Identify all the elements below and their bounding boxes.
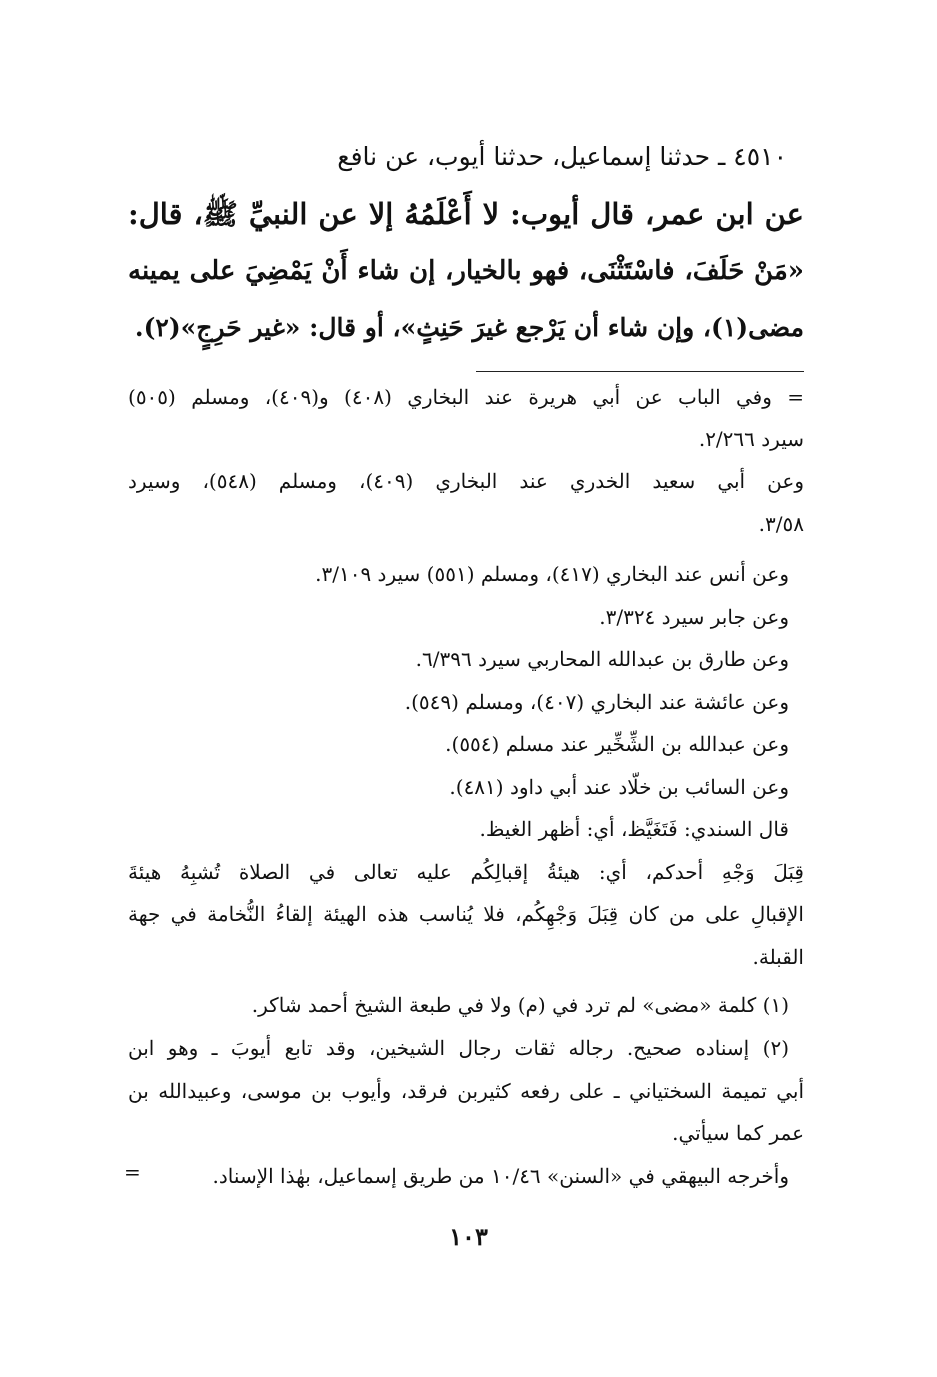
footnote-line: ٣/٥٨. (758, 512, 804, 536)
footnote-line: وعن أبي سعيد الخدري عند البخاري (٤٠٩)، ومسلم (٥٤٨)، وسيرد (128, 469, 804, 493)
footnote-line: وعن عائشة عند البخاري (٤٠٧)، ومسلم (٥٤٩). (404, 690, 789, 714)
footnote-line: وعن عبدالله بن الشِّخِّير عند مسلم (٥٥٤). (445, 732, 789, 756)
hadith-header: ٤٥١٠ ـ حدثنا إسماعيل، حدثنا أيوب، عن نافع (337, 142, 787, 171)
footnote-1: (١) كلمة «مضى» لم ترد في (م) ولا في طبعة الشيخ أحمد شاكر. (251, 993, 789, 1017)
footnote-2-line: أبي تميمة السختياني ـ على رفعه كثيربن فرقد، وأيوب بن موسى، وعبيدالله بن (128, 1079, 804, 1103)
page-number: ١٠٣ (449, 1222, 488, 1251)
hadith-line: عن ابن عمر، قال أيوب: لا أَعْلَمُهُ إلا عن النبيِّ ﷺ، قال: (128, 197, 804, 231)
hadith-line: «مَنْ حَلَفَ، فاسْتَثْنَى، فهو بالخيار، إن شاء أَنْ يَمْضِيَ على يمينه (128, 256, 804, 286)
footnote-line: الإقبالِ على من كان قِبَلَ وَجْهِكُم، فلا يُناسب هذه الهيئة إلقاءُ النُّخامة في جهة (128, 902, 804, 926)
footnote-2-line: عمر كما سيأتي. (672, 1121, 804, 1145)
footnote-line: وعن طارق بن عبدالله المحاربي سيرد ٦/٣٩٦. (415, 647, 789, 671)
footnote-line: وعن أنس عند البخاري (٤١٧)، ومسلم (٥٥١) سيرد ٣/١٠٩. (315, 562, 789, 586)
footnote-line: قال السندي: فَتَغَيَّظ، أي: أظهر الغيظ. (479, 817, 789, 841)
footnote-separator (476, 371, 804, 372)
footnote-line: = وفي الباب عن أبي هريرة عند البخاري (٤٠٨) و(٤٠٩)، ومسلم (٥٠٥) (128, 385, 805, 409)
footnote-line: قِبَلَ وَجْهِ أحدكم، أي: هيئةُ إقبالِكُم عليه تعالى في الصلاة تُشبِهُ هيئةَ (128, 860, 804, 884)
footnote-2: (٢) إسناده صحيح. رجاله ثقات رجال الشيخين، وقد تابع أيوبَ ـ وهو ابن (128, 1036, 789, 1060)
footnote-line: وعن السائب بن خلّاد عند أبي داود (٤٨١). (449, 775, 789, 799)
footnote-line: القبلة. (752, 945, 804, 969)
footnote-line: سيرد ٢/٢٦٦. (698, 427, 804, 451)
footnote-2-line: وأخرجه البيهقي في «السنن» ١٠/٤٦ من طريق إسماعيل، بهٰذا الإسناد. (212, 1164, 789, 1188)
continuation-mark: = (124, 1160, 141, 1184)
hadith-line: مضى(١)، وإن شاء أن يَرْجع غيرَ حَنِثٍ»، أو قال: «غير حَرِجٍ»(٢). (134, 313, 804, 342)
footnote-line: وعن جابر سيرد ٣/٣٢٤. (599, 605, 789, 629)
